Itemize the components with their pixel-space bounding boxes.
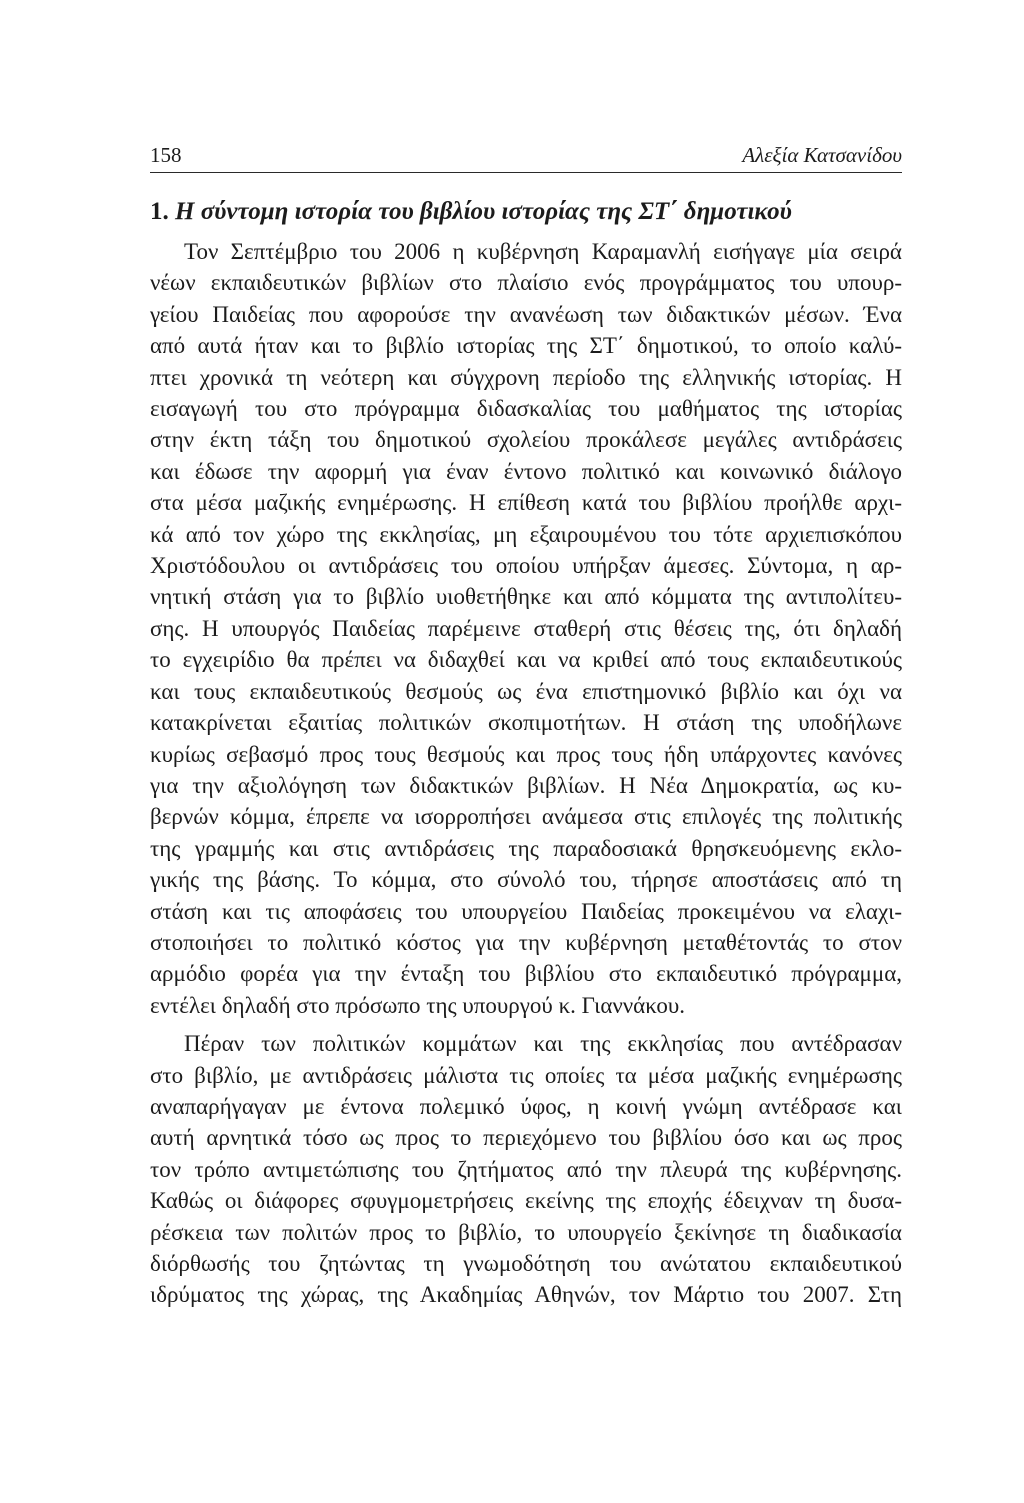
paragraph-line: κατακρίνεται εξαιτίας πολιτικών σκοπιμοτήτων. Η στάση της υποδήλωνε bbox=[150, 710, 902, 736]
running-head-author: Αλεξία Κατσανίδου bbox=[742, 143, 902, 167]
paragraph-line: διόρθωσής του ζητώντας τη γνωμοδότηση του ανώτατου εκπαιδευτικού bbox=[150, 1251, 902, 1276]
section-heading bbox=[150, 196, 902, 228]
paragraph-line: στα μέσα μαζικής ενημέρωσης. Η επίθεση κατά του βιβλίου προήλθε αρχι- bbox=[150, 490, 902, 516]
paragraph-line: γικής της βάσης. Το κόμμα, στο σύνολό του, τήρησε αποστάσεις από τη bbox=[150, 867, 902, 893]
paragraph-line: τον τρόπο αντιμετώπισης του ζητήματος από την πλευρά της κυβέρνησης. bbox=[150, 1156, 902, 1182]
paragraph-line: κά από τον χώρο της εκκλησίας, μη εξαιρουμένου του τότε αρχιεπισκόπου bbox=[150, 521, 902, 547]
book-page bbox=[150, 140, 902, 1311]
paragraph-line: εισαγωγή του στο πρόγραμμα διδασκαλίας του μαθήματος της ιστορίας bbox=[150, 396, 902, 422]
paragraph-line: στοποιήσει το πολιτικό κόστος για την κυβέρνηση μεταθέτοντάς το στον bbox=[150, 929, 902, 955]
section-title: Η σύντομη ιστορία του βιβλίου ιστορίας της ΣΤ΄ δημοτικού bbox=[175, 198, 792, 225]
paragraph-line: βερνών κόμμα, έπρεπε να ισορροπήσει ανάμεσα στις επιλογές της πολιτικής bbox=[150, 804, 902, 830]
paragraph-line: Καθώς οι διάφορες σφυγμομετρήσεις εκείνης της εποχής έδειχναν τη δυσα- bbox=[150, 1188, 902, 1214]
paragraph bbox=[150, 236, 902, 1021]
paragraph-line: κυρίως σεβασμό προς τους θεσμούς και προς τους ήδη υπάρχοντες κανόνες bbox=[150, 741, 902, 767]
paragraph-line: της γραμμής και στις αντιδράσεις της παραδοσιακά θρησκευόμενης εκλο- bbox=[150, 835, 902, 861]
paragraph-line: νητική στάση για το βιβλίο υιοθετήθηκε και από κόμματα της αντιπολίτευ- bbox=[150, 584, 902, 610]
paragraph-line: από αυτά ήταν και το βιβλίο ιστορίας της ΣΤ΄ δημοτικού, το οποίο καλύ- bbox=[150, 333, 902, 359]
paragraph-line: πτει χρονικά τη νεότερη και σύγχρονη περίοδο της ελληνικής ιστορίας. Η bbox=[150, 364, 902, 390]
paragraph-line: αυτή αρνητικά τόσο ως προς το περιεχόμενο του βιβλίου όσο και ως προς bbox=[150, 1125, 902, 1151]
paragraph-line: Χριστόδουλου οι αντιδράσεις του οποίου υπήρξαν άμεσες. Σύντομα, η αρ- bbox=[150, 553, 902, 579]
paragraph-line: αρμόδιο φορέα για την ένταξη του βιβλίου στο εκπαιδευτικό πρόγραμμα, bbox=[150, 961, 902, 987]
paragraph-line: νέων εκπαιδευτικών βιβλίων στο πλαίσιο ενός προγράμματος του υπουρ- bbox=[150, 270, 902, 296]
paragraph-line: στο βιβλίο, με αντιδράσεις μάλιστα τις οποίες τα μέσα μαζικής ενημέρωσης bbox=[150, 1062, 902, 1088]
section-number: 1. bbox=[150, 198, 169, 225]
paragraph-line: το εγχειρίδιο θα πρέπει να διδαχθεί και να κριθεί από τους εκπαιδευτικούς bbox=[150, 647, 902, 673]
paragraph-line: αναπαρήγαγαν με έντονα πολεμικό ύφος, η κοινή γνώμη αντέδρασε και bbox=[150, 1093, 902, 1119]
paragraph-line: στάση και τις αποφάσεις του υπουργείου Παιδείας προκειμένου να ελαχι- bbox=[150, 898, 902, 924]
paragraph-line: στην έκτη τάξη του δημοτικού σχολείου προκάλεσε μεγάλες αντιδράσεις bbox=[150, 427, 902, 453]
paragraph-line: ιδρύματος της χώρας, της Ακαδημίας Αθηνών, τον Μάρτιο του 2007. Στη bbox=[150, 1282, 902, 1308]
paragraph-line: Πέραν των πολιτικών κομμάτων και της εκκλησίας που αντέδρασαν bbox=[184, 1031, 902, 1057]
header-rule bbox=[150, 172, 902, 173]
paragraph-line: και τους εκπαιδευτικούς θεσμούς ως ένα επιστημονικό βιβλίο και όχι να bbox=[150, 678, 902, 704]
paragraph-line: για την αξιολόγηση των διδακτικών βιβλίων. Η Νέα Δημοκρατία, ως κυ- bbox=[150, 772, 902, 798]
running-header bbox=[150, 140, 902, 170]
paragraph-line: γείου Παιδείας που αφορούσε την ανανέωση των διδακτικών μέσων. Ένα bbox=[150, 301, 902, 327]
page-number: 158 bbox=[150, 143, 182, 167]
paragraph-line: εντέλει δηλαδή στο πρόσωπο της υπουργού κ. Γιαννάκου. bbox=[150, 992, 685, 1018]
paragraph-line: Τον Σεπτέμβριο του 2006 η κυβέρνηση Καραμανλή εισήγαγε μία σειρά bbox=[184, 239, 902, 264]
body-text bbox=[150, 236, 902, 1311]
paragraph bbox=[150, 1028, 902, 1311]
paragraph-line: ρέσκεια των πολιτών προς το βιβλίο, το υπουργείο ξεκίνησε τη διαδικασία bbox=[150, 1219, 902, 1245]
paragraph-line: και έδωσε την αφορμή για έναν έντονο πολιτικό και κοινωνικό διάλογο bbox=[150, 458, 902, 484]
paragraph-line: σης. Η υπουργός Παιδείας παρέμεινε σταθερή στις θέσεις της, ότι δηλαδή bbox=[150, 615, 902, 641]
